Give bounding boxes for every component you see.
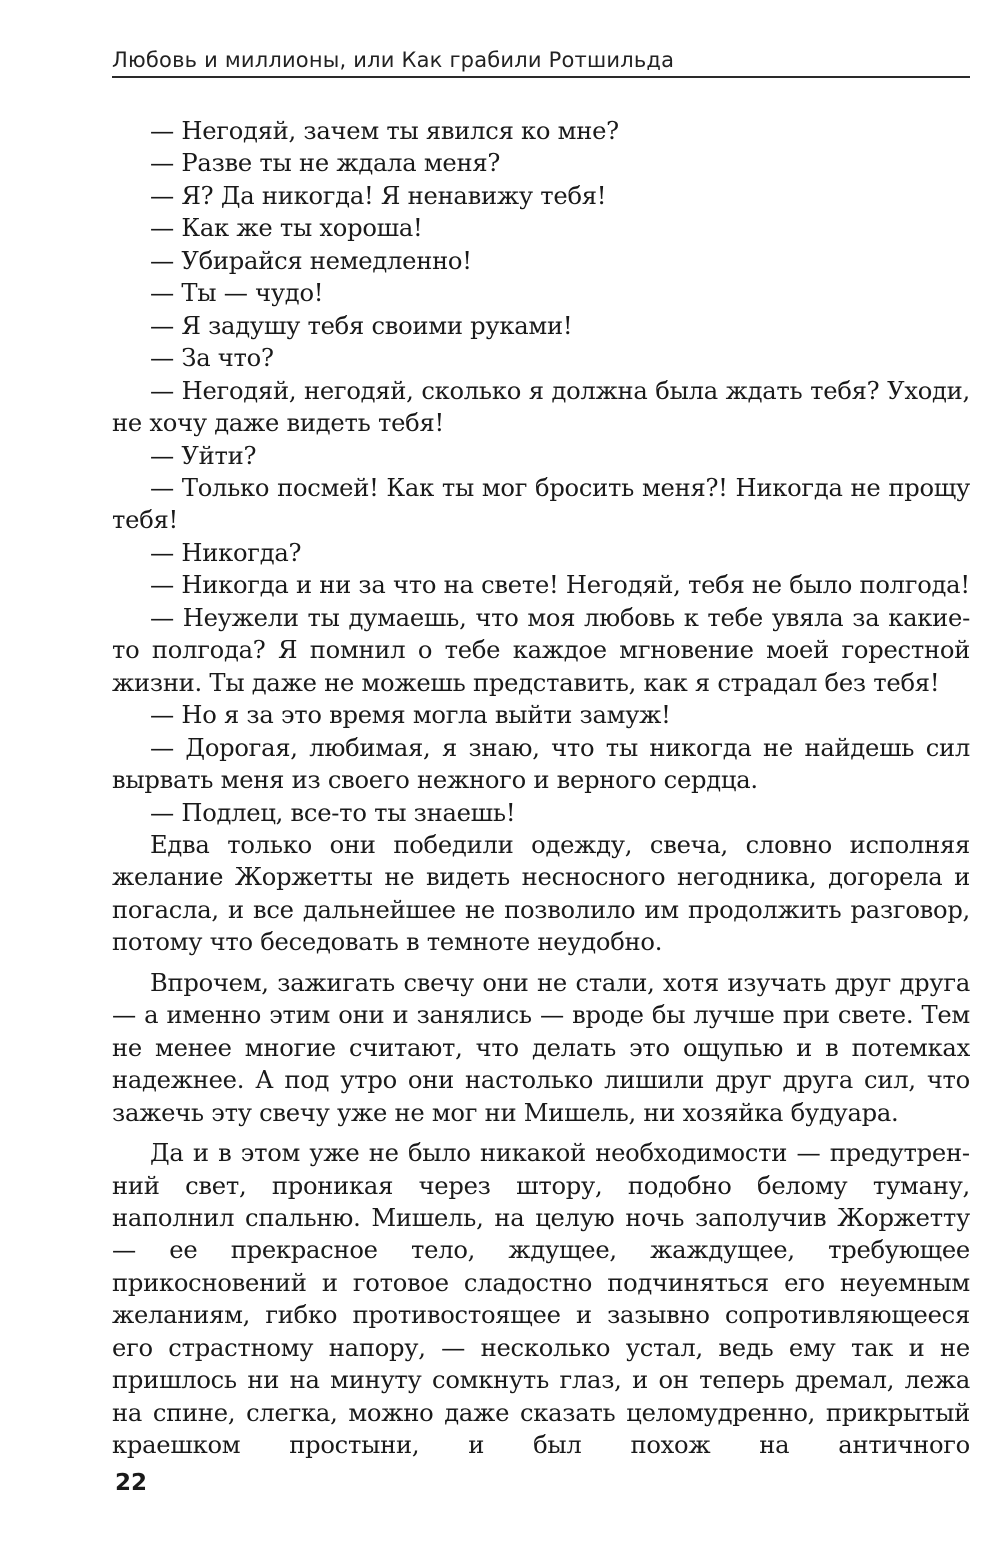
dialogue-line: — Никогда и ни за что на свете! Негодяй, тебя не было полгода! — [150, 571, 970, 600]
dialogue-line: — Уйти? — [150, 441, 257, 470]
page-number: 22 — [115, 1470, 148, 1496]
dialogue-line: — За что? — [150, 344, 274, 373]
body-text — [112, 115, 970, 1462]
dialogue-line: — Дорогая, любимая, я знаю, что ты никогда не найдешь сил вырвать меня из своего нежного и верного сердца. — [112, 733, 970, 795]
dialogue-line: — Подлец, все-то ты знаешь! — [150, 798, 516, 827]
dialogue-line: — Разве ты не ждала меня? — [150, 149, 501, 178]
dialogue-line: — Никогда? — [150, 538, 302, 567]
running-header — [112, 44, 970, 78]
dialogue-line: — Негодяй, негодяй, сколько я должна была ждать тебя? Уходи, не хочу даже видеть тебя! — [112, 376, 970, 438]
narrative-paragraph: Впрочем, зажигать свечу они не стали, хотя изучать друг друга — а именно этим они и занялись — вроде бы лучше при свете. Тем не менее многие считают, что делать это ощупью и в потемках надежнее. А под утро они настолько лишили друг друга сил, что зажечь эту свечу уже не мог ни Мишель, ни хозяйка будуара. — [112, 968, 970, 1127]
narrative-paragraph: Едва только они победили одежду, свеча, словно исполняя желание Жоржетты не видеть несносного негодника, догорела и погасла, и все дальнейшее не позволило им продолжить разговор, потому что беседовать в темноте неудобно. — [112, 830, 970, 957]
dialogue-line: — Я задушу тебя своими руками! — [150, 311, 573, 340]
dialogue-line: — Но я за это время могла выйти замуж! — [150, 701, 671, 730]
dialogue-line: — Только посмей! Как ты мог бросить меня?! Никогда не прощу тебя! — [112, 473, 970, 535]
header-title: Любовь и миллионы, или Как грабили Ротшильда — [112, 48, 675, 72]
dialogue-line: — Ты — чудо! — [150, 279, 324, 308]
dialogue-line: — Я? Да никогда! Я ненавижу тебя! — [150, 181, 607, 210]
dialogue-line: — Убирайся немедленно! — [150, 246, 472, 275]
narrative-paragraph: Да и в этом уже не было никакой необходимости — предутренний свет, проникая через штору, подобно белому туману, наполнил спальню. Мишель, на целую ночь заполучив Жоржетту — ее прекрасное тело, ждущее, жаждущее, требующее прикосновений и готовое сладостно подчиняться его неуемным желаниям, гибко противостоящее и зазывно сопротивляющееся его страстному напору, — несколько устал, ведь ему так и не пришлось ни на минуту сомкнуть глаз, и он теперь дремал, лежа на спине, слегка, можно даже сказать целомудренно, прикрытый краешком простыни, и был похож на античного — [112, 1139, 970, 1460]
dialogue-line: — Неужели ты думаешь, что моя любовь к тебе увяла за какие-то полгода? Я помнил о тебе каждое мгновение моей горестной жизни. Ты даже не можешь представить, как я страдал без тебя! — [112, 603, 970, 697]
dialogue-line: — Как же ты хороша! — [150, 214, 423, 243]
dialogue-line: — Негодяй, зачем ты явился ко мне? — [150, 117, 619, 145]
